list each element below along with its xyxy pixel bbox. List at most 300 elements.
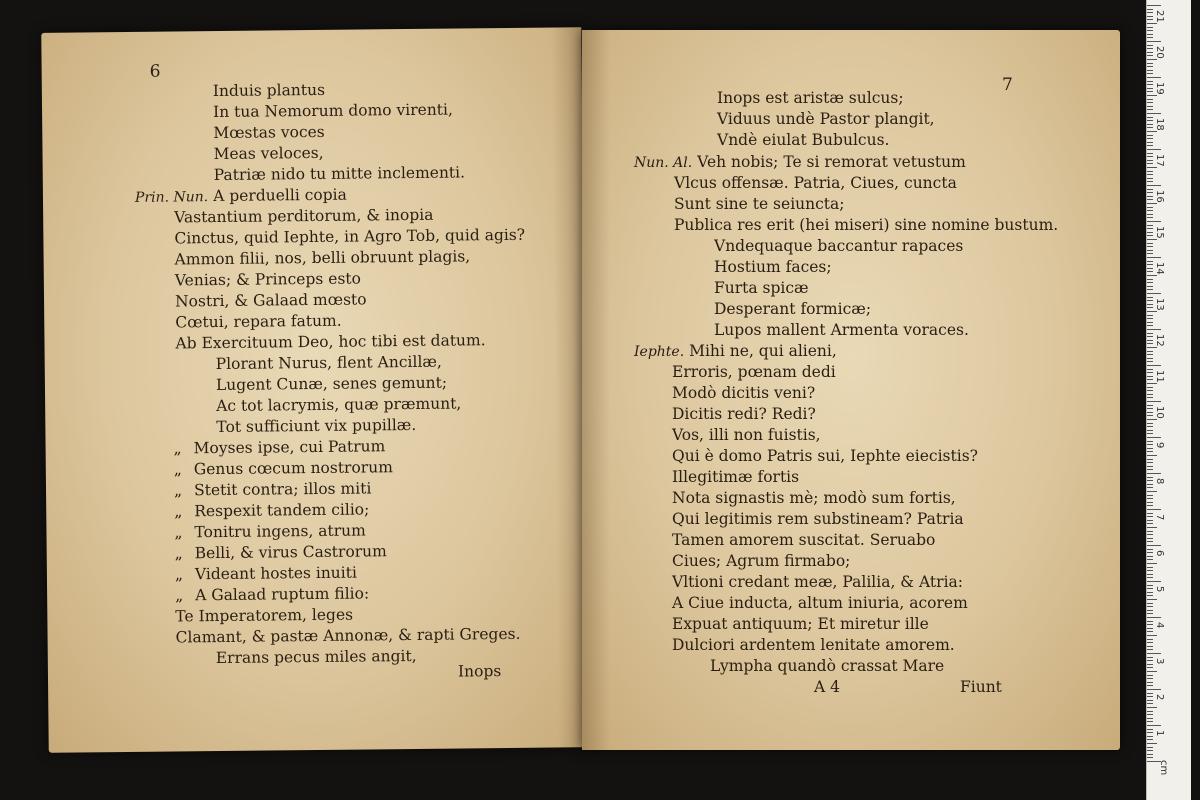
quote-mark: „ (173, 481, 183, 500)
right-line-25: A Ciue inducta, altum iniuria, acorem (672, 594, 968, 612)
ruler-tick (1147, 455, 1157, 456)
left-page (41, 27, 589, 753)
ruler-tick (1147, 275, 1157, 276)
ruler-tick (1147, 282, 1153, 283)
ruler-tick (1147, 138, 1153, 139)
ruler-tick (1147, 34, 1153, 35)
ruler-tick (1147, 671, 1157, 672)
ruler-tick (1147, 225, 1153, 226)
ruler-tick (1147, 102, 1153, 103)
ruler-tick (1147, 304, 1153, 305)
ruler-tick (1147, 333, 1153, 334)
quote-mark: „ (174, 565, 184, 584)
ruler-tick (1147, 491, 1157, 492)
ruler-tick (1147, 142, 1153, 143)
ruler-tick (1147, 477, 1153, 478)
right-line-21: Qui legitimis rem substineam? Patria (672, 510, 964, 528)
ruler-tick (1147, 131, 1157, 132)
ruler-tick (1147, 624, 1153, 625)
left-line-27: Clamant, & pastæ Annonæ, & rapti Greges. (175, 624, 521, 647)
ruler-tick (1147, 664, 1153, 665)
ruler-tick (1147, 610, 1153, 611)
ruler-tick (1147, 657, 1153, 658)
ruler-tick (1147, 311, 1157, 312)
ruler-tick (1147, 649, 1153, 650)
ruler-tick (1147, 754, 1153, 755)
left-line-14: Plorant Nurus, flent Ancillæ, (215, 352, 442, 374)
ruler-tick (1147, 534, 1153, 535)
ruler-number: 18 (1154, 118, 1165, 131)
ruler-tick (1147, 495, 1153, 496)
ruler-tick (1147, 279, 1153, 280)
ruler-tick (1147, 135, 1153, 136)
ruler-tick (1147, 469, 1153, 470)
measurement-ruler (1146, 0, 1191, 800)
right-line-8: Vndequaque baccantur rapaces (714, 237, 964, 255)
ruler-tick (1147, 408, 1153, 409)
left-line-23: „ Belli, & virus Castrorum (174, 542, 387, 563)
ruler-number: 19 (1154, 82, 1165, 95)
ruler-tick (1147, 70, 1153, 71)
ruler-tick (1147, 581, 1161, 582)
ruler-tick (1147, 297, 1153, 298)
right-line-14: Erroris, pœnam dedi (672, 363, 836, 381)
ruler-tick (1147, 545, 1161, 546)
ruler-tick (1147, 340, 1153, 341)
ruler-tick (1147, 95, 1157, 96)
left-line-24: „ Videant hostes inuiti (174, 563, 357, 584)
ruler-tick (1147, 52, 1153, 53)
ruler-tick (1147, 635, 1157, 636)
ruler-number: 3 (1154, 658, 1165, 665)
ruler-tick (1147, 106, 1153, 107)
right-line-22: Tamen amorem suscitat. Seruabo (672, 531, 936, 549)
ruler-tick (1147, 617, 1161, 618)
ruler-tick (1147, 66, 1153, 67)
ruler-tick (1147, 466, 1153, 467)
quote-mark: „ (174, 502, 183, 521)
ruler-tick (1147, 88, 1153, 89)
ruler-tick (1147, 243, 1153, 244)
left-line-21: „ Respexit tandem cilio; (174, 500, 370, 521)
ruler-tick (1147, 196, 1153, 197)
ruler-tick (1147, 559, 1153, 560)
left-line-4: Meas veloces, (213, 143, 324, 164)
ruler-number: 21 (1154, 10, 1165, 23)
signature-mark: A 4 (814, 678, 840, 696)
catchword-left: Inops (457, 662, 502, 681)
left-line-17: Tot sufficiunt vix pupillæ. (216, 415, 417, 437)
ruler-tick (1147, 250, 1153, 251)
ruler-tick (1147, 221, 1161, 222)
left-line-19: „ Genus cœcum nostrorum (173, 458, 393, 479)
ruler-tick (1147, 369, 1153, 370)
ruler-tick (1147, 214, 1153, 215)
right-line-3: Vndè eiulat Bubulcus. (717, 131, 890, 149)
right-line-24: Vltioni credant meæ, Palilia, & Atria: (672, 573, 963, 591)
ruler-tick (1147, 631, 1153, 632)
ruler-tick (1147, 613, 1153, 614)
ruler-tick (1147, 628, 1153, 629)
ruler-number: 10 (1154, 406, 1165, 419)
left-line-22: „ Tonitru ingens, atrum (174, 521, 366, 542)
ruler-tick (1147, 59, 1157, 60)
ruler-number: 6 (1154, 550, 1165, 557)
left-line-7: Vastantium perditorum, & inopia (174, 205, 434, 227)
ruler-number: 16 (1154, 190, 1165, 203)
left-line-16: Ac tot lacrymis, quæ præmunt, (216, 394, 462, 416)
ruler-tick (1147, 365, 1161, 366)
ruler-tick (1147, 347, 1157, 348)
ruler-tick (1147, 383, 1157, 384)
ruler-tick (1147, 487, 1153, 488)
ruler-tick (1147, 163, 1153, 164)
ruler-tick (1147, 27, 1153, 28)
left-line-5: Patriæ nido tu mitte inclementi. (213, 163, 466, 185)
right-line-5: Vlcus offensæ. Patria, Ciues, cuncta (674, 174, 957, 192)
ruler-tick (1147, 642, 1153, 643)
ruler-tick (1147, 37, 1153, 38)
ruler-tick (1147, 473, 1161, 474)
ruler-tick (1147, 181, 1153, 182)
ruler-tick (1147, 531, 1153, 532)
ruler-tick (1147, 394, 1153, 395)
ruler-tick (1147, 527, 1157, 528)
ruler-tick (1147, 502, 1153, 503)
ruler-tick (1147, 192, 1153, 193)
ruler-tick (1147, 120, 1153, 121)
ruler-tick (1147, 577, 1153, 578)
speaker-label: Prin. Nun. (134, 189, 209, 206)
right-line-19: Illegitimæ fortis (672, 468, 800, 486)
ruler-tick (1147, 253, 1153, 254)
ruler-tick (1147, 160, 1153, 161)
ruler-tick (1147, 739, 1153, 740)
ruler-tick (1147, 199, 1153, 200)
ruler-tick (1147, 743, 1157, 744)
ruler-tick (1147, 113, 1161, 114)
ruler-tick (1147, 639, 1153, 640)
left-line-15: Lugent Cunæ, senes gemunt; (215, 373, 448, 395)
right-line-23: Ciues; Agrum firmabo; (672, 552, 851, 570)
ruler-tick (1147, 732, 1153, 733)
ruler-tick (1147, 185, 1161, 186)
ruler-tick (1147, 257, 1161, 258)
ruler-tick (1147, 45, 1153, 46)
right-line-12: Lupos mallent Armenta voraces. (714, 321, 969, 339)
ruler-tick (1147, 509, 1161, 510)
quote-mark: „ (173, 439, 182, 458)
ruler-tick (1147, 520, 1153, 521)
left-line-20: „ Stetit contra; illos miti (173, 479, 372, 500)
ruler-tick (1147, 606, 1153, 607)
ruler-tick (1147, 711, 1153, 712)
ruler-tick (1147, 592, 1153, 593)
ruler-tick (1147, 588, 1153, 589)
ruler-tick (1147, 747, 1153, 748)
ruler-number: 17 (1154, 154, 1165, 167)
ruler-number: 2 (1154, 694, 1165, 701)
ruler-tick (1147, 653, 1161, 654)
ruler-tick (1147, 127, 1153, 128)
ruler-tick (1147, 210, 1153, 211)
ruler-tick (1147, 9, 1153, 10)
left-line-6: Prin. Nun. A perduelli copia (134, 185, 347, 206)
ruler-tick (1147, 178, 1153, 179)
ruler-tick (1147, 516, 1153, 517)
right-line-11: Desperant formicæ; (714, 300, 872, 318)
ruler-tick (1147, 437, 1161, 438)
ruler-tick (1147, 426, 1153, 427)
ruler-tick (1147, 682, 1153, 683)
left-line-25: „ A Galaad ruptum filio: (175, 584, 370, 605)
ruler-tick (1147, 574, 1153, 575)
ruler-tick (1147, 286, 1153, 287)
ruler-tick (1147, 412, 1153, 413)
ruler-tick (1147, 343, 1153, 344)
left-line-28: Errans pecus miles angit, (215, 646, 417, 668)
ruler-tick (1147, 63, 1153, 64)
ruler-tick (1147, 19, 1153, 20)
quote-mark: „ (174, 544, 183, 563)
ruler-tick (1147, 73, 1153, 74)
ruler-tick (1147, 707, 1157, 708)
ruler-tick (1147, 444, 1153, 445)
ruler-tick (1147, 124, 1153, 125)
ruler-tick (1147, 595, 1153, 596)
ruler-tick (1147, 376, 1153, 377)
ruler-tick (1147, 174, 1153, 175)
left-line-18: „ Moyses ipse, cui Patrum (173, 437, 386, 458)
ruler-number: 13 (1154, 298, 1165, 311)
ruler-tick (1147, 84, 1153, 85)
quote-mark: „ (174, 523, 183, 542)
ruler-tick (1147, 41, 1161, 42)
ruler-tick (1147, 189, 1153, 190)
ruler-tick (1147, 99, 1153, 100)
ruler-tick (1147, 678, 1153, 679)
ruler-tick (1147, 401, 1161, 402)
right-page (582, 30, 1120, 750)
ruler-tick (1147, 736, 1153, 737)
ruler-number: 4 (1154, 622, 1165, 629)
ruler-tick (1147, 498, 1153, 499)
speaker-label: Iephte. (634, 344, 685, 360)
right-line-27: Dulciori ardentem lenitate amorem. (672, 636, 955, 654)
ruler-tick (1147, 55, 1153, 56)
ruler-tick (1147, 721, 1153, 722)
ruler-tick (1147, 48, 1153, 49)
ruler-tick (1147, 246, 1153, 247)
ruler-tick (1147, 646, 1153, 647)
ruler-tick (1147, 5, 1161, 6)
ruler-number: 5 (1154, 586, 1165, 593)
right-line-4: Nun. Al. Veh nobis; Te si remorat vetustum (634, 153, 966, 171)
ruler-tick (1147, 217, 1153, 218)
ruler-tick (1147, 599, 1157, 600)
ruler-tick (1147, 322, 1153, 323)
ruler-tick (1147, 261, 1153, 262)
ruler-tick (1147, 77, 1161, 78)
ruler-tick (1147, 379, 1153, 380)
ruler-tick (1147, 145, 1153, 146)
ruler-tick (1147, 570, 1153, 571)
ruler-tick (1147, 750, 1153, 751)
right-line-16: Dicitis redi? Redi? (672, 405, 816, 423)
ruler-tick (1147, 549, 1153, 550)
ruler-number: 15 (1154, 226, 1165, 239)
quote-mark: „ (173, 460, 182, 479)
ruler-tick (1147, 167, 1157, 168)
ruler-tick (1147, 268, 1153, 269)
ruler-tick (1147, 207, 1153, 208)
ruler-number: 12 (1154, 334, 1165, 347)
right-line-2: Viduus undè Pastor plangit, (717, 110, 935, 128)
right-line-17: Vos, illi non fuistis, (672, 426, 821, 444)
ruler-tick (1147, 372, 1153, 373)
ruler-number: 1 (1154, 730, 1165, 737)
ruler-tick (1147, 660, 1153, 661)
ruler-tick (1147, 109, 1153, 110)
ruler-tick (1147, 603, 1153, 604)
ruler-tick (1147, 300, 1153, 301)
ruler-tick (1147, 441, 1153, 442)
ruler-tick (1147, 415, 1153, 416)
ruler-tick (1147, 30, 1153, 31)
ruler-tick (1147, 264, 1153, 265)
ruler-tick (1147, 156, 1153, 157)
left-line-8: Cinctus, quid Iephte, in Agro Tob, quid agis? (174, 225, 526, 248)
ruler-tick (1147, 318, 1153, 319)
right-line-20: Nota signastis mè; modò sum fortis, (672, 489, 956, 507)
ruler-tick (1147, 667, 1153, 668)
right-line-13: Iephte. Mihi ne, qui alieni, (634, 342, 837, 360)
ruler-tick (1147, 405, 1153, 406)
speaker-label: Nun. Al. (634, 155, 693, 171)
ruler-tick (1147, 203, 1157, 204)
left-line-1: Induis plantus (212, 80, 326, 101)
left-line-26: Te Imperatorem, leges (175, 605, 354, 626)
right-line-18: Qui è domo Patris sui, Iephte eiecistis? (672, 447, 978, 465)
ruler-tick (1147, 23, 1157, 24)
left-line-10: Venias; & Princeps esto (174, 269, 362, 290)
right-line-7: Publica res erit (hei miseri) sine nomine bustum. (674, 216, 1059, 234)
right-line-10: Furta spicæ (714, 279, 809, 297)
right-line-26: Expuat antiquum; Et miretur ille (672, 615, 929, 633)
ruler-tick (1147, 390, 1153, 391)
right-line-28: Lympha quandò crassat Mare (710, 657, 945, 675)
page-number-right: 7 (1002, 75, 1013, 95)
ruler-number: 8 (1154, 478, 1165, 485)
ruler-tick (1147, 149, 1161, 150)
ruler-tick (1147, 552, 1153, 553)
ruler-tick (1147, 433, 1153, 434)
ruler-tick (1147, 451, 1153, 452)
ruler-tick (1147, 430, 1153, 431)
ruler-tick (1147, 235, 1153, 236)
right-line-15: Modò dicitis veni? (672, 384, 816, 402)
ruler-tick (1147, 117, 1153, 118)
ruler-tick (1147, 459, 1153, 460)
ruler-tick (1147, 387, 1153, 388)
ruler-number: 14 (1154, 262, 1165, 275)
ruler-tick (1147, 293, 1161, 294)
left-line-2: In tua Nemorum domo virenti, (212, 100, 453, 122)
ruler-tick (1147, 289, 1153, 290)
ruler-tick (1147, 693, 1153, 694)
ruler-tick (1147, 696, 1153, 697)
left-line-9: Ammon filii, nos, belli obruunt plagis, (174, 247, 471, 269)
quote-mark: „ (175, 586, 184, 605)
page-number-left: 6 (149, 61, 161, 82)
ruler-tick (1147, 171, 1153, 172)
ruler-tick (1147, 16, 1153, 17)
ruler-tick (1147, 729, 1153, 730)
right-line-6: Sunt sine te seiuncta; (674, 195, 845, 213)
ruler-tick (1147, 153, 1153, 154)
ruler-tick (1147, 718, 1153, 719)
ruler-number: 7 (1154, 514, 1165, 521)
ruler-tick (1147, 81, 1153, 82)
left-line-11: Nostri, & Galaad mœsto (174, 290, 367, 311)
ruler-tick (1147, 685, 1153, 686)
ruler-unit: cm (1158, 760, 1169, 776)
ruler-tick (1147, 480, 1153, 481)
ruler-tick (1147, 541, 1153, 542)
ruler-tick (1147, 228, 1153, 229)
ruler-tick (1147, 757, 1153, 758)
ruler-tick (1147, 703, 1153, 704)
ruler-tick (1147, 12, 1153, 13)
ruler-tick (1147, 307, 1153, 308)
left-line-3: Mœstas voces (213, 122, 325, 143)
ruler-tick (1147, 354, 1153, 355)
ruler-tick (1147, 448, 1153, 449)
ruler-tick (1147, 484, 1153, 485)
left-line-12: Cœtui, repara fatum. (175, 311, 342, 332)
ruler-tick (1147, 513, 1153, 514)
ruler-tick (1147, 419, 1157, 420)
ruler-tick (1147, 523, 1153, 524)
catchword-right: Fiunt (960, 678, 1002, 696)
ruler-tick (1147, 462, 1153, 463)
ruler-tick (1147, 505, 1153, 506)
ruler-tick (1147, 315, 1153, 316)
ruler-tick (1147, 232, 1153, 233)
ruler-tick (1147, 556, 1153, 557)
ruler-tick (1147, 675, 1153, 676)
ruler-tick (1147, 621, 1153, 622)
ruler-number: 11 (1154, 370, 1165, 383)
ruler-tick (1147, 700, 1153, 701)
ruler-tick (1147, 585, 1153, 586)
ruler-tick (1147, 423, 1153, 424)
ruler-tick (1147, 725, 1161, 726)
ruler-tick (1147, 271, 1153, 272)
ruler-tick (1147, 397, 1153, 398)
ruler-tick (1147, 336, 1153, 337)
ruler-number: 20 (1154, 46, 1165, 59)
ruler-tick (1147, 714, 1153, 715)
left-line-13: Ab Exercituum Deo, hoc tibi est datum. (175, 331, 486, 353)
right-line-1: Inops est aristæ sulcus; (717, 89, 904, 107)
ruler-tick (1147, 325, 1153, 326)
ruler-tick (1147, 91, 1153, 92)
ruler-tick (1147, 538, 1153, 539)
ruler-tick (1147, 689, 1161, 690)
ruler-tick (1147, 239, 1157, 240)
ruler-tick (1147, 361, 1153, 362)
